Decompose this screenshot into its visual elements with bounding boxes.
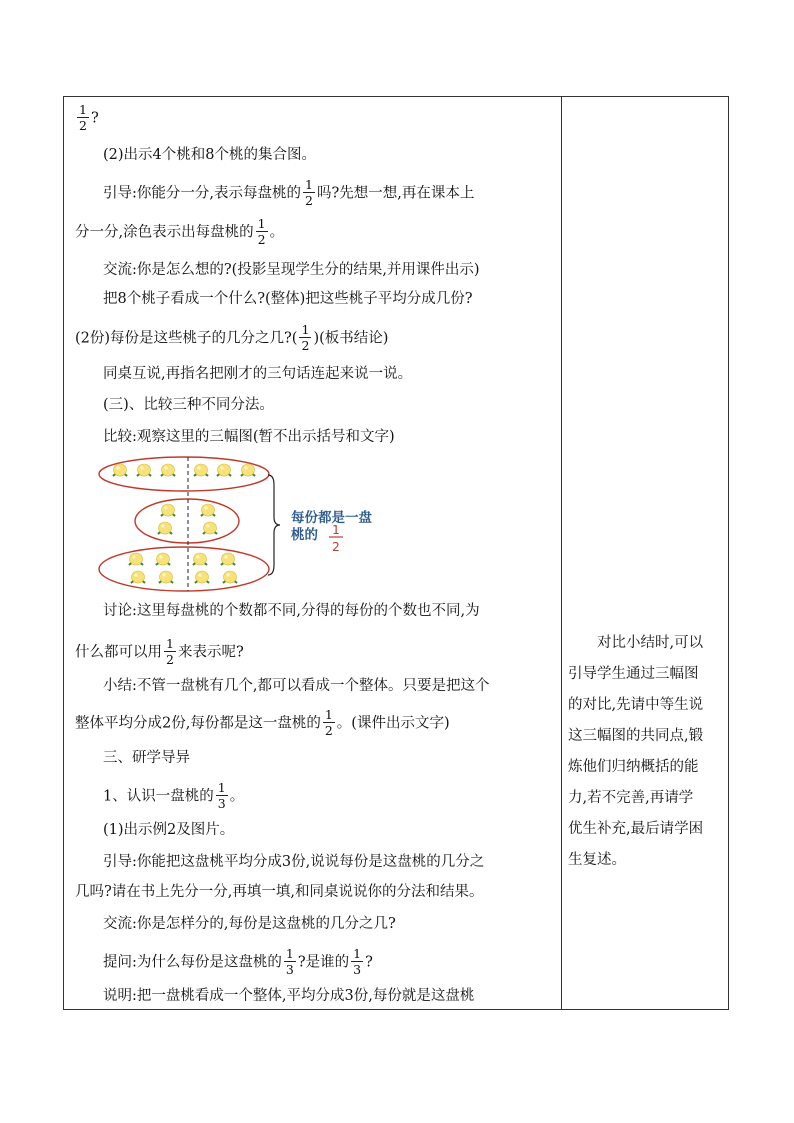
plates-group: [99, 457, 269, 591]
figure-frac-den: 2: [332, 540, 340, 554]
fraction-half: $\frac{1}{2}$: [79, 102, 87, 133]
peach-icon: [201, 504, 215, 516]
peach-icon: [217, 464, 231, 476]
peach-highlight: [162, 573, 165, 576]
fraction-half: $\frac{1}{2}$: [166, 636, 174, 667]
line-8: 同桌互说,再指名把刚才的三句话连起来说一说。: [103, 366, 413, 382]
peach-highlight: [226, 573, 229, 576]
peach-highlight: [204, 506, 207, 509]
peach-body: [160, 571, 173, 583]
peach-icon: [161, 464, 175, 476]
note-line: 这三幅图的共同点,锻: [568, 728, 704, 744]
peach-highlight: [140, 466, 143, 469]
peach-body: [194, 553, 207, 565]
peach-highlight: [206, 524, 209, 527]
peach-highlight: [198, 573, 201, 576]
peach-icon: [221, 553, 235, 565]
peach-icon: [223, 571, 237, 583]
peach-body: [222, 553, 235, 565]
peach-icon: [161, 504, 175, 516]
line-17: (1)出示例2及图片。: [103, 822, 235, 838]
peach-body: [242, 464, 255, 476]
line-14: 整体平均分成2份,每份都是这一盘桃的 $\frac{1}{2}$ 。(课件出示文字): [75, 707, 450, 738]
note-line: 力,若不完善,再请学: [568, 790, 694, 806]
peach-highlight: [164, 466, 167, 469]
peach-icon: [113, 464, 127, 476]
peach-highlight: [197, 466, 200, 469]
line-3: 引导:你能分一分,表示每盘桃的 $\frac{1}{2}$ 吗?先想一想,再在课本上: [103, 177, 475, 208]
peach-body: [162, 504, 175, 516]
line-10: 比较:观察这里的三幅图(暂不出示括号和文字): [103, 429, 395, 445]
line-6: 把8个桃子看成一个什么?(整体)把这些桃子平均分成几份?: [103, 291, 473, 307]
peach-highlight: [164, 506, 167, 509]
line-19: 几吗?请在书上先分一分,再填一填,和同桌说说你的分法和结果。: [75, 884, 484, 900]
peach-body: [218, 464, 231, 476]
peach-highlight: [220, 466, 223, 469]
line-13: 小结:不管一盘桃有几个,都可以看成一个整体。只要是把这个: [103, 678, 490, 694]
line-2: (2)出示4个桃和8个桃的集合图。: [103, 147, 316, 163]
line-12: 什么都可以用 $\frac{1}{2}$ 来表示呢?: [75, 636, 244, 667]
peach-body: [157, 553, 170, 565]
fraction-half: $\frac{1}{2}$: [257, 216, 266, 247]
section-heading: 三、研学导异: [103, 750, 190, 766]
line-16: 1、认识一盘桃的 $\frac{1}{3}$ 。: [103, 780, 245, 811]
peach-icon: [194, 464, 208, 476]
peach-highlight: [159, 555, 162, 558]
peach-highlight: [196, 555, 199, 558]
column-divider: [561, 96, 562, 1010]
line-4: 分一分,涂色表示出每盘桃的 $\frac{1}{2}$ 。: [75, 216, 285, 247]
peach-body: [162, 464, 175, 476]
peach-icon: [131, 571, 145, 583]
peach-highlight: [116, 466, 119, 469]
fraction-half: $\frac{1}{2}$: [301, 322, 310, 353]
line-18: 引导:你能把这盘桃平均分成3份,说说每份是这盘桃的几分之: [103, 854, 485, 870]
peach-icon: [129, 553, 143, 565]
peach-highlight: [244, 466, 247, 469]
peach-highlight: [224, 555, 227, 558]
peach-body: [132, 571, 145, 583]
note-line: 引导学生通过三幅图: [568, 666, 699, 682]
peach-icon: [159, 571, 173, 583]
plate-4-peaches: [135, 499, 239, 543]
peach-icon: [195, 571, 209, 583]
peach-body: [130, 553, 143, 565]
peach-icon: [137, 464, 151, 476]
peach-icon: [156, 553, 170, 565]
fraction-third: $\frac{1}{3}$: [217, 780, 226, 811]
peach-highlight: [161, 524, 164, 527]
peach-icon: [203, 522, 217, 534]
peach-icon: [241, 464, 255, 476]
note-line: 对比小结时,可以: [597, 635, 704, 651]
line-7: (2份)每份是这些桃子的几分之几?( $\frac{1}{2}$ )(板书结论): [75, 322, 389, 353]
note-line: 炼他们归纳概括的能: [568, 759, 699, 775]
peach-highlight: [134, 573, 137, 576]
line-9: (三)、比较三种不同分法。: [103, 397, 274, 413]
line-11: 讨论:这里每盘桃的个数都不同,分得的每份的个数也不同,为: [103, 603, 480, 619]
fraction-half: $\frac{1}{2}$: [305, 177, 313, 208]
figure-label-line1: 每份都是一盘: [291, 510, 372, 526]
fraction-third: $\frac{1}{3}$: [285, 946, 294, 977]
brace: [268, 475, 280, 575]
line-5: 交流:你是怎么想的?(投影呈现学生分的结果,并用课件出示): [103, 262, 480, 278]
peach-icon: [193, 553, 207, 565]
peach-icon: [158, 522, 172, 534]
peach-body: [196, 571, 209, 583]
peach-body: [138, 464, 151, 476]
figure-frac-num: 1: [332, 523, 340, 537]
line-20: 交流:你是怎样分的,每份是这盘桃的几分之几?: [103, 916, 396, 932]
peach-body: [224, 571, 237, 583]
peach-body: [114, 464, 127, 476]
note-line: 的对比,先请中等生说: [568, 697, 704, 713]
line-22: 说明:把一盘桃看成一个整体,平均分成3份,每份就是这盘桃: [103, 988, 475, 1004]
figure-label-line2: 桃的: [291, 527, 318, 543]
line-21: 提问:为什么每份是这盘桃的 $\frac{1}{3}$ ?是谁的 $\frac{1}{3}$ ?: [103, 946, 373, 977]
peach-comparison-figure: [98, 455, 398, 595]
peach-body: [204, 522, 217, 534]
note-line: 生复述。: [568, 852, 626, 868]
note-line: 优生补充,最后请学困: [568, 821, 704, 837]
peach-body: [159, 522, 172, 534]
fraction-half: $\frac{1}{2}$: [324, 707, 333, 738]
line-1: $\frac{1}{2}$ ?: [79, 102, 99, 133]
plate-8-peaches-grid: [99, 547, 269, 591]
peach-body: [202, 504, 215, 516]
fraction-third: $\frac{1}{3}$: [353, 946, 362, 977]
peach-highlight: [132, 555, 135, 558]
peach-body: [195, 464, 208, 476]
notes-column: [568, 628, 724, 876]
